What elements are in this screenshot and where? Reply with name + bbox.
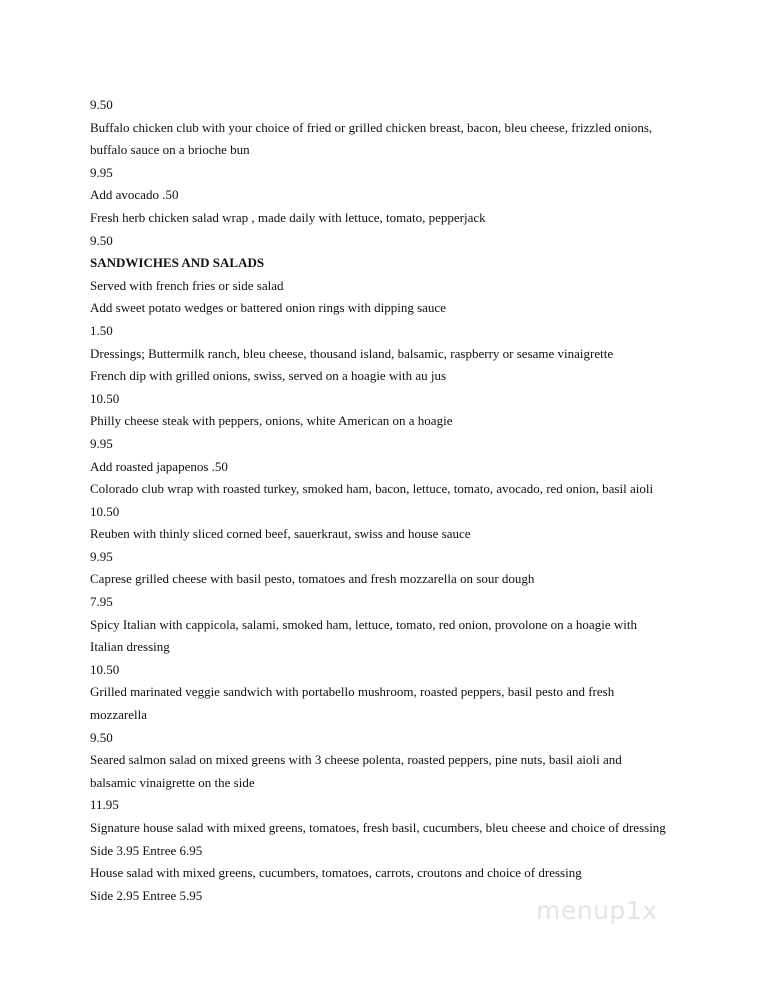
menu-line-item: Grilled marinated veggie sandwich with portabello mushroom, roasted peppers, basil pesto and fresh — [90, 684, 615, 700]
menu-line-price: 10.50 — [90, 503, 120, 519]
menu-line-note: Dressings; Buttermilk ranch, bleu cheese, thousand island, balsamic, raspberry or sesame vinaigrette — [90, 345, 614, 361]
menu-line-price: 9.50 — [90, 232, 113, 248]
menu-line-price: 9.95 — [90, 548, 113, 564]
section-heading: SANDWICHES AND SALADS — [90, 255, 265, 271]
menu-line-item: Italian dressing — [90, 639, 170, 655]
menu-line-item: Spicy Italian with cappicola, salami, smoked ham, lettuce, tomato, red onion, provolone on a hoagie with — [90, 616, 637, 632]
menu-line-item: Seared salmon salad on mixed greens with 3 cheese polenta, roasted peppers, pine nuts, basil aioli and — [90, 752, 622, 768]
menu-line-price: 11.95 — [90, 797, 119, 813]
menu-line-item: buffalo sauce on a brioche bun — [90, 142, 250, 158]
menu-line-price: 10.50 — [90, 390, 120, 406]
menu-line-note: Add sweet potato wedges or battered onion rings with dipping sauce — [90, 300, 446, 316]
menu-line-item: Buffalo chicken club with your choice of fried or grilled chicken breast, bacon, bleu cheese, frizzled onions, — [90, 119, 653, 135]
menu-line-price: 7.95 — [90, 594, 113, 610]
menu-line-price: 9.95 — [90, 435, 113, 451]
menu-line-price: 1.50 — [90, 322, 113, 338]
menu-line-price: 9.50 — [90, 97, 113, 112]
menu-page — [90, 94, 750, 907]
menu-line-note: Served with french fries or side salad — [90, 277, 284, 293]
menu-line-item: Fresh herb chicken salad wrap , made daily with lettuce, tomato, pepperjack — [90, 209, 486, 225]
menu-line-item: Caprese grilled cheese with basil pesto, tomatoes and fresh mozzarella on sour dough — [90, 571, 535, 587]
menu-line-item: Philly cheese steak with peppers, onions, white American on a hoagie — [90, 413, 453, 429]
menupix-watermark: menup1x — [536, 896, 658, 925]
menu-line-note: Add roasted japapenos .50 — [90, 458, 228, 474]
menu-line-item: Colorado club wrap with roasted turkey, smoked ham, bacon, lettuce, tomato, avocado, red onion, basil aioli — [90, 481, 654, 497]
menu-line-item: balsamic vinaigrette on the side — [90, 774, 255, 790]
menu-line-price: 9.50 — [90, 729, 113, 745]
menu-line-note: Add avocado .50 — [90, 187, 179, 203]
menu-line-price: Side 3.95 Entree 6.95 — [90, 842, 203, 858]
menu-line-price: 10.50 — [90, 661, 120, 677]
menu-line-item: Reuben with thinly sliced corned beef, sauerkraut, swiss and house sauce — [90, 526, 471, 542]
menu-line-price: Side 2.95 Entree 5.95 — [90, 887, 203, 903]
menu-line-item: Signature house salad with mixed greens, tomatoes, fresh basil, cucumbers, bleu cheese and choice of dressing — [90, 820, 666, 835]
menu-line-price: 9.95 — [90, 164, 113, 180]
menu-line-item: House salad with mixed greens, cucumbers, tomatoes, carrots, croutons and choice of dressing — [90, 865, 582, 881]
menu-line-item: French dip with grilled onions, swiss, served on a hoagie with au jus — [90, 368, 447, 384]
menu-line-item: mozzarella — [90, 707, 148, 723]
